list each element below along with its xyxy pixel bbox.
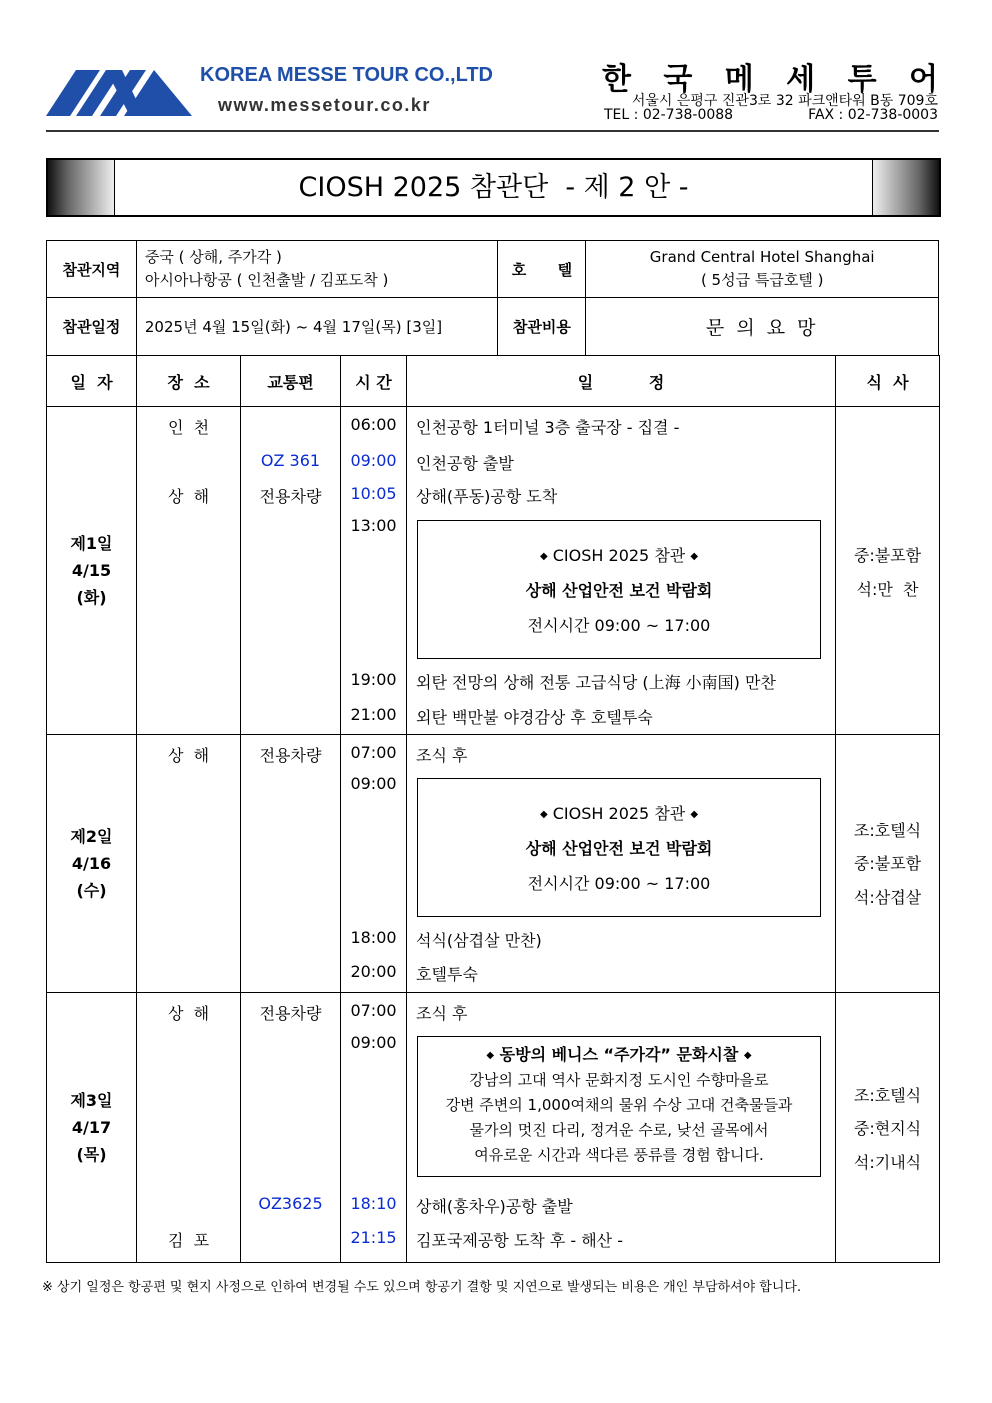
diamond-icon: ◆ (486, 1050, 495, 1061)
col-header-place: 장 소 (137, 356, 241, 407)
schedule-value: 2025년 4월 15일(화) ~ 4월 17일(목) [3일] (136, 298, 498, 356)
footnote: ※ 상기 일정은 항공편 및 현지 사정으로 인하여 변경될 수도 있으며 항공기 결항 및 지연으로 발생되는 비용은 개인 부담하셔야 합니다. (42, 1280, 802, 1295)
day-events-3: 조식 후 ◆ 동방의 베니스 “주가각” 문화시찰 ◆ 강남의 고대 역사 문화지정 도시인 수향마을로 강변 주변의 1,000여채의 물위 수상 고대 건축물들과 물가의 멋진 다리, 정겨운 수로, 낮선 골목에서 여유로운 시간과 색다른 풍류를 경험 합니다. 상해(홍차우)공항 출발 김포국제공항 도착 후 - 해산 - (407, 993, 836, 1263)
day-places-1: 인 천 상 해 (137, 407, 241, 735)
day-times-3: 07:00 09:00 18:10 21:15 (341, 993, 407, 1263)
header-divider (46, 130, 939, 132)
page-title: CIOSH 2025 참관단 - 제 2 안 - (114, 160, 873, 215)
company-name-en: KOREA MESSE TOUR CO.,LTD (200, 64, 493, 86)
day-label-1: 제1일 4/15 (화) (47, 407, 137, 735)
schedule-label: 참관일정 (47, 298, 137, 356)
day-events-2: 조식 후 ◆ CIOSH 2025 참관 ◆ 상해 산업안전 보건 박람회 전시시간 09:00 ~ 17:00 석식(삼겹살 만찬) 호텔투숙 (407, 735, 836, 993)
day-row-3 (47, 993, 940, 1263)
exhibition-box: ◆ CIOSH 2025 참관 ◆ 상해 산업안전 보건 박람회 전시시간 09:00 ~ 17:00 (417, 778, 821, 917)
info-table (46, 240, 939, 356)
day-meals-2: 조:호텔식 중:불포함 석:삼겹살 (836, 735, 940, 993)
day-row-1 (47, 407, 940, 735)
day-events-1: 인천공항 1터미널 3층 출국장 - 집결 - 인천공항 출발 상해(푸동)공항 도착 ◆ CIOSH 2025 참관 ◆ 상해 산업안전 보건 박람회 전시시간 09:00 ~ 17:00 외탄 전망의 상해 전통 고급식당 (上海 小南国) 만찬 외탄 백만불 야경감상 후 호텔투숙 (407, 407, 836, 735)
day-row-2 (47, 735, 940, 993)
diamond-icon: ◆ (690, 809, 699, 820)
day-times-1: 06:00 09:00 10:05 13:00 19:00 21:00 (341, 407, 407, 735)
col-header-meals: 식 사 (836, 356, 940, 407)
day-places-2: 상 해 (137, 735, 241, 993)
exhibition-box: ◆ CIOSH 2025 참관 ◆ 상해 산업안전 보건 박람회 전시시간 09:00 ~ 17:00 (417, 520, 821, 659)
schedule-table (46, 355, 940, 1263)
diamond-icon: ◆ (539, 551, 548, 562)
day-places-3: 상 해 김 포 (137, 993, 241, 1263)
day-transport-1: OZ 361 전용차량 (241, 407, 341, 735)
day-label-3: 제3일 4/17 (목) (47, 993, 137, 1263)
day-meals-1: 중:불포함 석:만 찬 (836, 407, 940, 735)
col-header-itinerary: 일 정 (407, 356, 836, 407)
company-fax: FAX : 02-738-0003 (808, 107, 938, 123)
company-logo (46, 64, 192, 120)
diamond-icon: ◆ (743, 1050, 752, 1061)
company-name-ko: 한 국 메 세 투 어 (602, 62, 938, 97)
day-transport-2: 전용차량 (241, 735, 341, 993)
diamond-icon: ◆ (690, 551, 699, 562)
cost-label: 참관비용 (498, 298, 586, 356)
col-header-date: 일 자 (47, 356, 137, 407)
col-header-time: 시 간 (341, 356, 407, 407)
title-gradient-left (48, 160, 114, 215)
flight-code: OZ 361 (260, 451, 321, 470)
day-meals-3: 조:호텔식 중:현지식 석:기내식 (836, 993, 940, 1263)
hotel-label: 호 텔 (498, 241, 586, 298)
day-transport-3: 전용차량 OZ3625 (241, 993, 341, 1263)
title-gradient-right (873, 160, 939, 215)
col-header-transport: 교통편 (241, 356, 341, 407)
company-tel: TEL : 02-738-0088 (604, 107, 734, 123)
diamond-icon: ◆ (539, 809, 548, 820)
flight-code: OZ3625 (258, 1194, 323, 1213)
hotel-value: Grand Central Hotel Shanghai ( 5성급 특급호텔 ) (586, 241, 939, 298)
culture-tour-box: ◆ 동방의 베니스 “주가각” 문화시찰 ◆ 강남의 고대 역사 문화지정 도시인 수향마을로 강변 주변의 1,000여채의 물위 수상 고대 건축물들과 물가의 멋진 다리, 정겨운 수로, 낮선 골목에서 여유로운 시간과 색다른 풍류를 경험 합니다. (417, 1036, 821, 1177)
day-times-2: 07:00 09:00 18:00 20:00 (341, 735, 407, 993)
day-label-2: 제2일 4/16 (수) (47, 735, 137, 993)
company-website: www.messetour.co.kr (218, 95, 431, 115)
company-address: 서울시 은평구 진관3로 32 파크앤타워 B동 709호 (631, 93, 938, 109)
region-label: 참관지역 (47, 241, 137, 298)
region-value: 중국 ( 상해, 주가각 ) 아시아나항공 ( 인천출발 / 김포도착 ) (136, 241, 498, 298)
title-banner (46, 158, 941, 217)
cost-value: 문 의 요 망 (586, 298, 939, 356)
